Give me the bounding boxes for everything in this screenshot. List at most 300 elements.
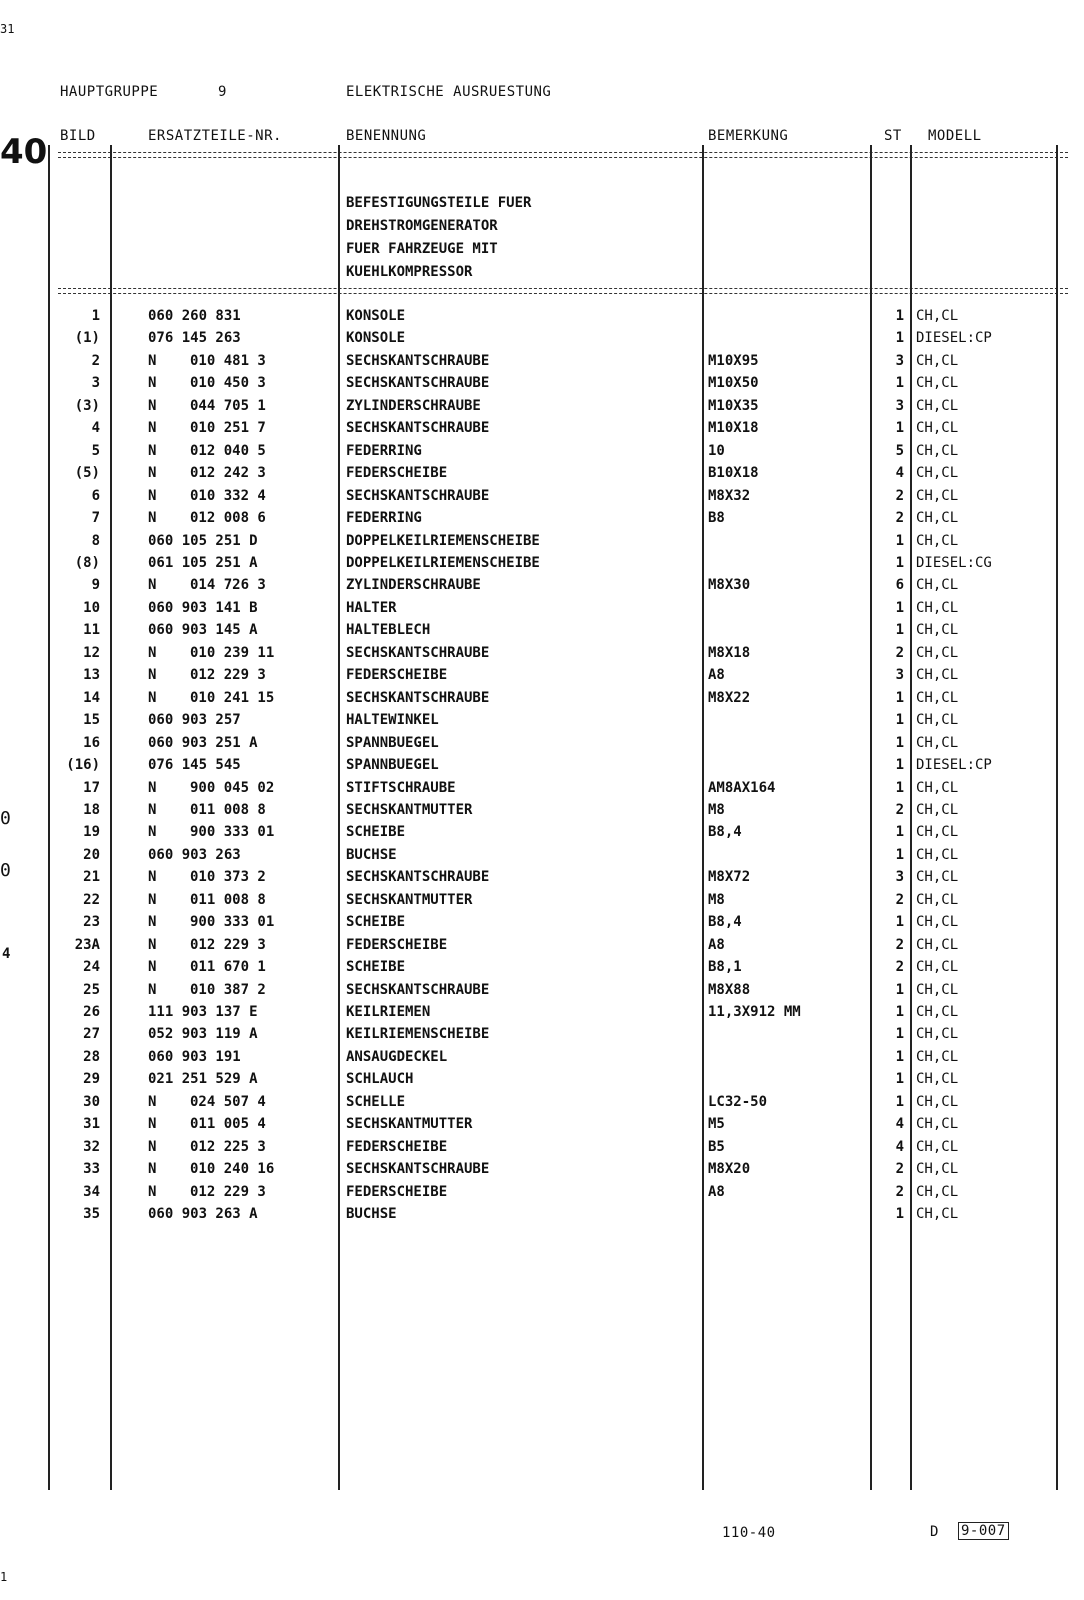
col-header-benennung: BENENNUNG [346, 128, 427, 144]
model-cell: CH,CL [916, 644, 959, 661]
part-number-cell: 014 726 3 [190, 577, 266, 594]
group-label: HAUPTGRUPPE [60, 84, 159, 100]
model-cell: CH,CL [916, 1183, 959, 1200]
part-number-cell: 061 105 251 A [148, 555, 258, 571]
col-header-bild: BILD [60, 128, 96, 144]
corner-number-top: 31 [0, 22, 15, 36]
model-cell: CH,CL [916, 981, 959, 998]
header-separator [58, 152, 1068, 158]
remark-cell: M8X18 [708, 644, 751, 661]
model-cell: CH,CL [916, 1093, 959, 1110]
norm-flag-cell: N [148, 891, 157, 908]
part-number-cell: 060 903 191 [148, 1048, 241, 1065]
model-cell: CH,CL [916, 914, 959, 931]
model-cell: DIESEL:CP [916, 330, 992, 347]
remark-cell: M10X95 [708, 352, 759, 369]
remark-cell: 10 [708, 442, 725, 459]
designation-cell: BUCHSE [346, 1206, 397, 1222]
designation-cell: HALTER [346, 599, 397, 616]
bild-cell: 4 [91, 420, 100, 437]
quantity-cell: 2 [895, 959, 904, 975]
quantity-cell: 2 [895, 487, 904, 504]
model-cell: CH,CL [916, 959, 959, 975]
part-number-cell: 900 333 01 [190, 914, 275, 931]
quantity-cell: 2 [895, 936, 904, 953]
bild-cell: 28 [83, 1048, 100, 1065]
designation-cell: SECHSKANTMUTTER [346, 891, 473, 908]
model-cell: CH,CL [916, 352, 959, 369]
model-cell: CH,CL [916, 599, 959, 616]
part-number-cell: 052 903 119 A [148, 1026, 258, 1043]
quantity-cell: 3 [895, 667, 904, 684]
model-cell: DIESEL:CP [916, 757, 992, 773]
quantity-cell: 1 [895, 824, 904, 841]
bild-cell: 9 [91, 577, 100, 594]
quantity-cell: 1 [895, 846, 904, 863]
designation-cell: STIFTSCHRAUBE [346, 779, 456, 796]
section-separator [58, 288, 1068, 294]
part-number-cell: 060 903 257 [148, 712, 241, 729]
designation-cell: FEDERRING [346, 510, 422, 526]
part-number-cell: 060 903 263 [148, 846, 241, 863]
quantity-cell: 4 [895, 1138, 904, 1155]
norm-flag-cell: N [148, 1138, 157, 1155]
norm-flag-cell: N [148, 959, 157, 975]
table-row [0, 869, 1084, 892]
part-number-cell: 010 373 2 [190, 869, 266, 886]
designation-cell: KEILRIEMEN [346, 1003, 431, 1020]
remark-cell: B10X18 [708, 465, 759, 482]
table-row [0, 780, 1084, 803]
remark-cell: M8 [708, 801, 725, 818]
table-row [0, 1184, 1084, 1207]
remark-cell: M8X32 [708, 487, 751, 504]
model-cell: CH,CL [916, 622, 959, 639]
remark-cell: B5 [708, 1138, 725, 1155]
designation-cell: SECHSKANTMUTTER [346, 801, 473, 818]
designation-cell: HALTEBLECH [346, 622, 431, 639]
part-number-cell: 010 241 15 [190, 689, 275, 706]
bild-cell: 14 [83, 689, 100, 706]
part-number-cell: 111 903 137 E [148, 1003, 258, 1020]
designation-cell: FEDERSCHEIBE [346, 465, 448, 482]
remark-cell: M8X22 [708, 689, 751, 706]
bild-cell: 8 [91, 532, 100, 549]
bild-cell: (16) [66, 757, 100, 773]
table-row [0, 465, 1084, 488]
part-number-cell: 900 045 02 [190, 779, 275, 796]
designation-cell: SECHSKANTSCHRAUBE [346, 1161, 490, 1178]
bild-cell: 16 [83, 734, 100, 751]
part-number-cell: 010 481 3 [190, 352, 266, 369]
quantity-cell: 1 [895, 622, 904, 639]
designation-cell: ANSAUGDECKEL [346, 1048, 448, 1065]
group-number: 9 [218, 84, 227, 100]
part-number-cell: 010 239 11 [190, 644, 275, 661]
model-cell: CH,CL [916, 308, 959, 324]
part-number-cell: 024 507 4 [190, 1093, 266, 1110]
quantity-cell: 1 [895, 330, 904, 347]
quantity-cell: 1 [895, 712, 904, 729]
bild-cell: 11 [83, 622, 100, 639]
model-cell: CH,CL [916, 779, 959, 796]
model-cell: CH,CL [916, 1048, 959, 1065]
remark-cell: AM8AX164 [708, 779, 776, 796]
remark-cell: M5 [708, 1116, 725, 1133]
quantity-cell: 4 [895, 1116, 904, 1133]
quantity-cell: 1 [895, 689, 904, 706]
part-number-cell: 012 229 3 [190, 1183, 266, 1200]
model-cell: CH,CL [916, 734, 959, 751]
quantity-cell: 2 [895, 1161, 904, 1178]
quantity-cell: 3 [895, 869, 904, 886]
bild-cell: 3 [91, 375, 100, 392]
section-title-line: KUEHLKOMPRESSOR [346, 264, 473, 280]
quantity-cell: 1 [895, 981, 904, 998]
quantity-cell: 1 [895, 308, 904, 324]
remark-cell: M8X88 [708, 981, 751, 998]
col-header-nr: ERSATZTEILE-NR. [148, 128, 282, 144]
table-row [0, 398, 1084, 421]
part-number-cell: 012 008 6 [190, 510, 266, 526]
bild-cell: 30 [83, 1093, 100, 1110]
part-number-cell: 900 333 01 [190, 824, 275, 841]
model-cell: CH,CL [916, 1071, 959, 1088]
part-number-cell: 060 105 251 D [148, 532, 258, 549]
designation-cell: FEDERRING [346, 442, 422, 459]
part-number-cell: 010 450 3 [190, 375, 266, 392]
norm-flag-cell: N [148, 981, 157, 998]
designation-cell: SECHSKANTSCHRAUBE [346, 375, 490, 392]
part-number-cell: 076 145 263 [148, 330, 241, 347]
norm-flag-cell: N [148, 420, 157, 437]
model-cell: CH,CL [916, 824, 959, 841]
remark-cell: 11,3X912 MM [708, 1003, 801, 1020]
part-number-cell: 011 670 1 [190, 959, 266, 975]
part-number-cell: 060 903 141 B [148, 599, 258, 616]
norm-flag-cell: N [148, 689, 157, 706]
part-number-cell: 010 387 2 [190, 981, 266, 998]
norm-flag-cell: N [148, 1183, 157, 1200]
designation-cell: FEDERSCHEIBE [346, 667, 448, 684]
designation-cell: SCHEIBE [346, 914, 406, 931]
quantity-cell: 1 [895, 420, 904, 437]
model-cell: CH,CL [916, 1138, 959, 1155]
bild-cell: 26 [83, 1003, 100, 1020]
table-row [0, 892, 1084, 915]
remark-cell: M10X50 [708, 375, 759, 392]
quantity-cell: 2 [895, 801, 904, 818]
table-row [0, 824, 1084, 847]
table-row [0, 533, 1084, 556]
remark-cell: M8 [708, 891, 725, 908]
bild-cell: 6 [91, 487, 100, 504]
table-row [0, 847, 1084, 870]
bild-cell: 23A [74, 936, 100, 953]
quantity-cell: 3 [895, 352, 904, 369]
remark-cell: M8X30 [708, 577, 751, 594]
model-cell: DIESEL:CG [916, 555, 992, 571]
designation-cell: FEDERSCHEIBE [346, 1183, 448, 1200]
designation-cell: SECHSKANTMUTTER [346, 1116, 473, 1133]
quantity-cell: 1 [895, 734, 904, 751]
table-row [0, 982, 1084, 1005]
remark-cell: M10X18 [708, 420, 759, 437]
norm-flag-cell: N [148, 577, 157, 594]
table-row [0, 914, 1084, 937]
section-title-line: BEFESTIGUNGSTEILE FUER [346, 195, 532, 211]
designation-cell: KONSOLE [346, 330, 406, 347]
quantity-cell: 1 [895, 599, 904, 616]
table-row [0, 443, 1084, 466]
remark-cell: B8,4 [708, 824, 742, 841]
model-cell: CH,CL [916, 487, 959, 504]
norm-flag-cell: N [148, 914, 157, 931]
model-cell: CH,CL [916, 442, 959, 459]
bild-cell: 15 [83, 712, 100, 729]
designation-cell: SECHSKANTSCHRAUBE [346, 644, 490, 661]
quantity-cell: 5 [895, 442, 904, 459]
remark-cell: A8 [708, 1183, 725, 1200]
bild-cell: (5) [74, 465, 100, 482]
part-number-cell: 011 008 8 [190, 801, 266, 818]
bild-cell: 5 [91, 442, 100, 459]
quantity-cell: 2 [895, 510, 904, 526]
page-marker: 40 [0, 132, 48, 172]
table-row [0, 1049, 1084, 1072]
bild-cell: 33 [83, 1161, 100, 1178]
page-reference: 110-40 [722, 1525, 776, 1541]
norm-flag-cell: N [148, 936, 157, 953]
corner-number-bottom: 1 [0, 1570, 8, 1584]
quantity-cell: 1 [895, 914, 904, 931]
model-cell: CH,CL [916, 420, 959, 437]
designation-cell: FEDERSCHEIBE [346, 1138, 448, 1155]
model-cell: CH,CL [916, 869, 959, 886]
model-cell: CH,CL [916, 532, 959, 549]
norm-flag-cell: N [148, 1116, 157, 1133]
remark-cell: A8 [708, 936, 725, 953]
norm-flag-cell: N [148, 465, 157, 482]
table-row [0, 712, 1084, 735]
part-number-cell: 060 903 263 A [148, 1206, 258, 1222]
table-row [0, 735, 1084, 758]
quantity-cell: 1 [895, 375, 904, 392]
table-row [0, 1026, 1084, 1049]
remark-cell: B8 [708, 510, 725, 526]
norm-flag-cell: N [148, 667, 157, 684]
designation-cell: SECHSKANTSCHRAUBE [346, 689, 490, 706]
remark-cell: M8X72 [708, 869, 751, 886]
table-row [0, 555, 1084, 578]
norm-flag-cell: N [148, 824, 157, 841]
norm-flag-cell: N [148, 397, 157, 414]
col-header-st: ST [884, 128, 902, 144]
part-number-cell: 010 251 7 [190, 420, 266, 437]
part-number-cell: 010 240 16 [190, 1161, 275, 1178]
model-cell: CH,CL [916, 577, 959, 594]
designation-cell: SCHEIBE [346, 959, 406, 975]
model-cell: CH,CL [916, 1116, 959, 1133]
norm-flag-cell: N [148, 352, 157, 369]
norm-flag-cell: N [148, 375, 157, 392]
bild-cell: 24 [83, 959, 100, 975]
model-cell: CH,CL [916, 1161, 959, 1178]
bild-cell: 18 [83, 801, 100, 818]
quantity-cell: 1 [895, 532, 904, 549]
quantity-cell: 1 [895, 1003, 904, 1020]
designation-cell: ZYLINDERSCHRAUBE [346, 397, 481, 414]
quantity-cell: 1 [895, 1071, 904, 1088]
part-number-cell: 012 229 3 [190, 936, 266, 953]
quantity-cell: 1 [895, 1093, 904, 1110]
designation-cell: SCHELLE [346, 1093, 406, 1110]
part-number-cell: 011 005 4 [190, 1116, 266, 1133]
table-row [0, 1071, 1084, 1094]
bild-cell: (8) [74, 555, 100, 571]
part-number-cell: 060 903 251 A [148, 734, 258, 751]
designation-cell: KEILRIEMENSCHEIBE [346, 1026, 490, 1043]
designation-cell: KONSOLE [346, 308, 406, 324]
table-row [0, 757, 1084, 780]
designation-cell: HALTEWINKEL [346, 712, 439, 729]
model-cell: CH,CL [916, 712, 959, 729]
norm-flag-cell: N [148, 1161, 157, 1178]
model-cell: CH,CL [916, 936, 959, 953]
designation-cell: SPANNBUEGEL [346, 757, 439, 773]
part-number-cell: 021 251 529 A [148, 1071, 258, 1088]
part-number-cell: 010 332 4 [190, 487, 266, 504]
bild-cell: 29 [83, 1071, 100, 1088]
norm-flag-cell: N [148, 779, 157, 796]
remark-cell: M10X35 [708, 397, 759, 414]
bild-cell: 31 [83, 1116, 100, 1133]
part-number-cell: 012 229 3 [190, 667, 266, 684]
designation-cell: SECHSKANTSCHRAUBE [346, 487, 490, 504]
remark-cell: LC32-50 [708, 1093, 768, 1110]
remark-cell: A8 [708, 667, 725, 684]
bild-cell: 10 [83, 599, 100, 616]
designation-cell: SCHEIBE [346, 824, 406, 841]
table-row [0, 937, 1084, 960]
margin-mark: 4 [2, 946, 11, 962]
quantity-cell: 1 [895, 1206, 904, 1222]
table-row [0, 600, 1084, 623]
bild-cell: 7 [91, 510, 100, 526]
bild-cell: (3) [74, 397, 100, 414]
remark-cell: B8,1 [708, 959, 742, 975]
part-number-cell: 012 242 3 [190, 465, 266, 482]
part-number-cell: 011 008 8 [190, 891, 266, 908]
table-row [0, 577, 1084, 600]
designation-cell: SECHSKANTSCHRAUBE [346, 420, 490, 437]
table-row [0, 510, 1084, 533]
language-code: D [930, 1524, 939, 1540]
norm-flag-cell: N [148, 644, 157, 661]
bild-cell: 23 [83, 914, 100, 931]
quantity-cell: 3 [895, 397, 904, 414]
bild-cell: 27 [83, 1026, 100, 1043]
bild-cell: 2 [91, 352, 100, 369]
quantity-cell: 6 [895, 577, 904, 594]
part-number-cell: 060 903 145 A [148, 622, 258, 639]
designation-cell: DOPPELKEILRIEMENSCHEIBE [346, 532, 540, 549]
part-number-cell: 076 145 545 [148, 757, 241, 773]
designation-cell: SPANNBUEGEL [346, 734, 439, 751]
table-row [0, 802, 1084, 825]
remark-cell: B8,4 [708, 914, 742, 931]
table-row [0, 330, 1084, 353]
bild-cell: 13 [83, 667, 100, 684]
bild-cell: 35 [83, 1206, 100, 1222]
quantity-cell: 2 [895, 891, 904, 908]
designation-cell: DOPPELKEILRIEMENSCHEIBE [346, 555, 540, 571]
section-title-line: FUER FAHRZEUGE MIT [346, 241, 498, 257]
model-cell: CH,CL [916, 465, 959, 482]
table-row [0, 959, 1084, 982]
part-number-cell: 060 260 831 [148, 308, 241, 324]
catalog-code: 9-007 [958, 1522, 1009, 1540]
quantity-cell: 1 [895, 1048, 904, 1065]
table-row [0, 1206, 1084, 1229]
quantity-cell: 1 [895, 757, 904, 773]
table-row [0, 353, 1084, 376]
table-row [0, 1004, 1084, 1027]
table-row [0, 622, 1084, 645]
table-row [0, 488, 1084, 511]
bild-cell: 20 [83, 846, 100, 863]
designation-cell: SECHSKANTSCHRAUBE [346, 352, 490, 369]
model-cell: CH,CL [916, 846, 959, 863]
table-row [0, 1116, 1084, 1139]
model-cell: CH,CL [916, 1206, 959, 1222]
col-header-bemerkung: BEMERKUNG [708, 128, 789, 144]
table-row [0, 1139, 1084, 1162]
bild-cell: (1) [74, 330, 100, 347]
norm-flag-cell: N [148, 487, 157, 504]
part-number-cell: 012 040 5 [190, 442, 266, 459]
part-number-cell: 012 225 3 [190, 1138, 266, 1155]
margin-mark: 0 [0, 808, 11, 829]
norm-flag-cell: N [148, 869, 157, 886]
table-row [0, 375, 1084, 398]
part-number-cell: 044 705 1 [190, 397, 266, 414]
designation-cell: SCHLAUCH [346, 1071, 414, 1088]
table-row [0, 420, 1084, 443]
table-row [0, 1094, 1084, 1117]
bild-cell: 21 [83, 869, 100, 886]
model-cell: CH,CL [916, 1003, 959, 1020]
table-row [0, 645, 1084, 668]
norm-flag-cell: N [148, 801, 157, 818]
col-header-modell: MODELL [928, 128, 982, 144]
quantity-cell: 4 [895, 465, 904, 482]
norm-flag-cell: N [148, 442, 157, 459]
model-cell: CH,CL [916, 375, 959, 392]
quantity-cell: 1 [895, 555, 904, 571]
quantity-cell: 2 [895, 1183, 904, 1200]
model-cell: CH,CL [916, 510, 959, 526]
designation-cell: ZYLINDERSCHRAUBE [346, 577, 481, 594]
group-title: ELEKTRISCHE AUSRUESTUNG [346, 84, 552, 100]
bild-cell: 19 [83, 824, 100, 841]
quantity-cell: 2 [895, 644, 904, 661]
bild-cell: 25 [83, 981, 100, 998]
designation-cell: FEDERSCHEIBE [346, 936, 448, 953]
model-cell: CH,CL [916, 1026, 959, 1043]
bild-cell: 1 [91, 308, 100, 324]
designation-cell: SECHSKANTSCHRAUBE [346, 869, 490, 886]
